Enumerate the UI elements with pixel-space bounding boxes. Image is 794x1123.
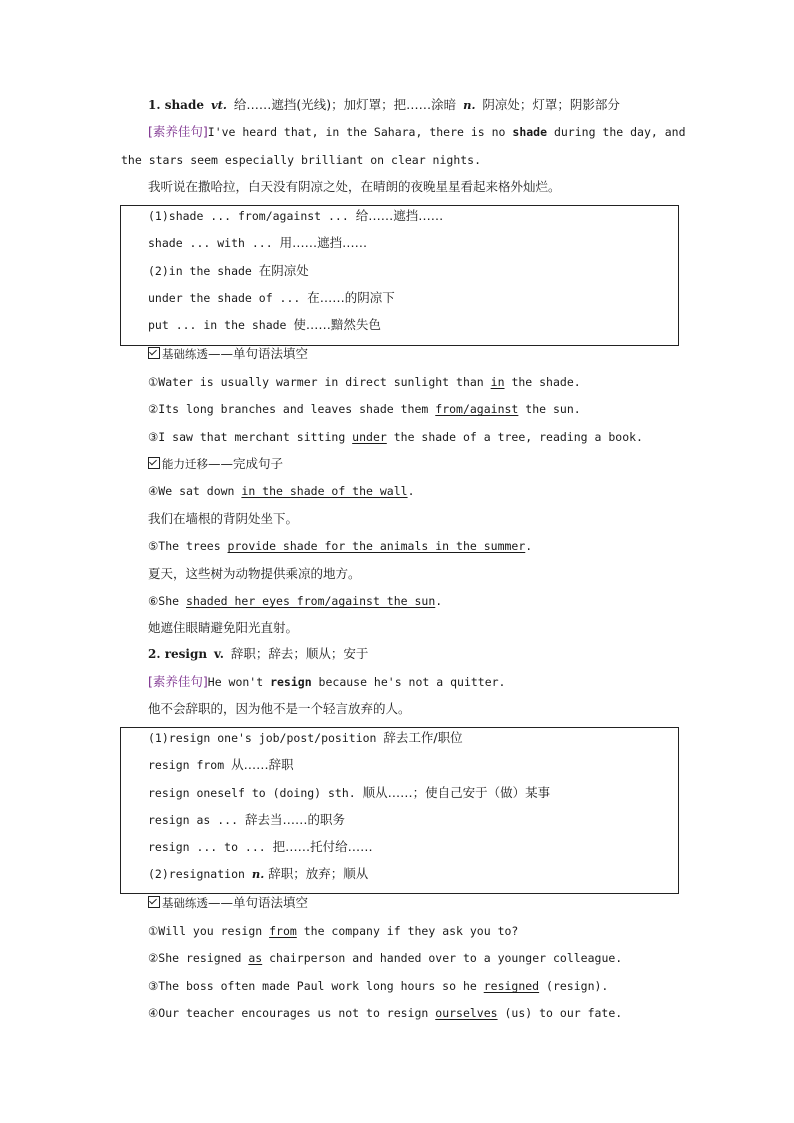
exercise-item: ⑥She shaded her eyes from/against the sun. bbox=[148, 594, 443, 608]
example-translation: 我听说在撒哈拉，白天没有阴凉之处，在晴朗的夜晚星星看起来格外灿烂。 bbox=[148, 179, 561, 194]
entry-word: 2. resign bbox=[148, 647, 208, 661]
answer: resigned bbox=[483, 979, 540, 993]
section-heading: 基础练透——单句语法填空 bbox=[148, 895, 308, 911]
example-sentence: [素养佳句]I've heard that, in the Sahara, there is no shade during the day, and bbox=[148, 124, 686, 139]
section-tag: [素养佳句] bbox=[148, 124, 208, 139]
usage-item: (2)in the shade 在阴凉处 bbox=[148, 263, 309, 278]
usage-item: resign oneself to (doing) sth. 顺从……；使自己安于（做）某事 bbox=[148, 785, 551, 800]
checkbox-icon bbox=[148, 347, 160, 359]
section-heading: 能力迁移——完成句子 bbox=[148, 456, 283, 472]
answer: shaded her eyes from/against the sun bbox=[186, 594, 436, 608]
usage-item: put ... in the shade 使……黯然失色 bbox=[148, 317, 381, 332]
answer: under bbox=[352, 430, 387, 444]
definition: 辞职；辞去；顺从；安于 bbox=[230, 646, 369, 661]
answer: ourselves bbox=[435, 1006, 498, 1020]
checkbox-icon bbox=[148, 457, 160, 469]
entry-resign-heading bbox=[148, 646, 368, 662]
answer: from bbox=[269, 924, 297, 938]
exercise-translation: 她遮住眼睛避免阳光直射。 bbox=[148, 620, 299, 635]
exercise-item: ③I saw that merchant sitting under the shade of a tree, reading a book. bbox=[148, 430, 643, 444]
exercise-item: ①Water is usually warmer in direct sunlight than in the shade. bbox=[148, 375, 581, 389]
answer: from/against bbox=[435, 402, 519, 416]
answer: in bbox=[490, 375, 505, 389]
usage-item: resign as ... 辞去当……的职务 bbox=[148, 812, 345, 827]
definition: 阴凉处；灯罩；阴影部分 bbox=[482, 97, 620, 112]
section-tag: [素养佳句] bbox=[148, 674, 208, 689]
usage-item: under the shade of ... 在……的阴凉下 bbox=[148, 290, 395, 305]
answer: as bbox=[248, 951, 263, 965]
example-translation: 他不会辞职的，因为他不是一个轻言放弃的人。 bbox=[148, 701, 411, 716]
section-heading: 基础练透——单句语法填空 bbox=[148, 346, 308, 362]
exercise-item: ②Its long branches and leaves shade them from/against the sun. bbox=[148, 402, 581, 416]
usage-item: (2)resignation n. 辞职；放弃；顺从 bbox=[148, 866, 369, 881]
exercise-item: ④We sat down in the shade of the wall. bbox=[148, 484, 415, 498]
entry-shade-heading bbox=[148, 97, 620, 113]
entry-word: 1. shade bbox=[148, 98, 204, 112]
usage-item: resign from 从……辞职 bbox=[148, 757, 294, 772]
part-of-speech: v. bbox=[214, 647, 224, 661]
definition: 给……遮挡(光线)；加灯罩；把……涂暗 bbox=[233, 97, 457, 112]
part-of-speech: n. bbox=[463, 98, 476, 112]
exercise-translation: 夏天，这些树为动物提供乘凉的地方。 bbox=[148, 566, 361, 581]
example-sentence: [素养佳句]He won't resign because he's not a quitter. bbox=[148, 674, 506, 689]
exercise-item: ②She resigned as chairperson and handed over to a younger colleague. bbox=[148, 951, 623, 965]
exercise-item: ④Our teacher encourages us not to resign ourselves (us) to our fate. bbox=[148, 1006, 623, 1020]
usage-item: resign ... to ... 把……托付给…… bbox=[148, 839, 373, 854]
example-sentence-cont: the stars seem especially brilliant on clear nights. bbox=[121, 153, 482, 167]
exercise-item: ①Will you resign from the company if they ask you to? bbox=[148, 924, 519, 938]
usage-item: (1)shade ... from/against ... 给……遮挡…… bbox=[148, 208, 444, 223]
exercise-item: ③The boss often made Paul work long hours so he resigned (resign). bbox=[148, 979, 609, 993]
answer: in the shade of the wall bbox=[241, 484, 408, 498]
exercise-translation: 我们在墙根的背阴处坐下。 bbox=[148, 511, 299, 526]
answer: provide shade for the animals in the summer bbox=[227, 539, 526, 553]
usage-item: (1)resign one's job/post/position 辞去工作/职位 bbox=[148, 730, 463, 745]
usage-item: shade ... with ... 用……遮挡…… bbox=[148, 235, 368, 250]
exercise-item: ⑤The trees provide shade for the animals in the summer. bbox=[148, 539, 533, 553]
checkbox-icon bbox=[148, 896, 160, 908]
part-of-speech: vt. bbox=[210, 98, 227, 112]
